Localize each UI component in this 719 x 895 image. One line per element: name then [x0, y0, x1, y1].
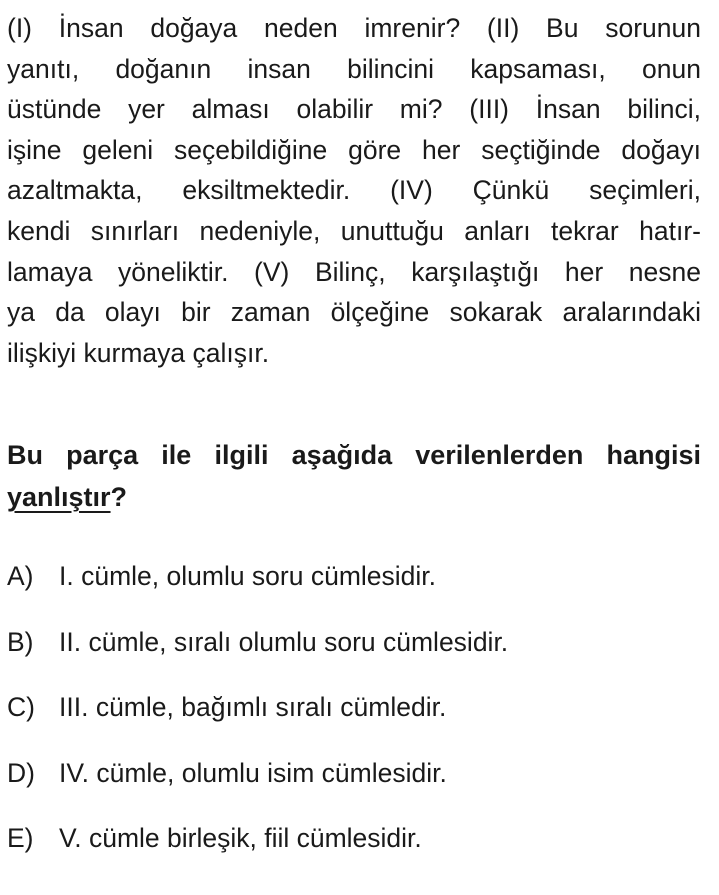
- option-letter: E): [7, 823, 34, 853]
- option-text: II. cümle, sıralı olumlu soru cümlesidir.: [59, 626, 509, 657]
- option-text: IV. cümle, olumlu isim cümlesidir.: [59, 757, 447, 788]
- option-letter: A): [7, 561, 34, 591]
- reading-passage: [7, 8, 701, 373]
- answer-options: [7, 556, 701, 884]
- option-c[interactable]: [7, 687, 701, 727]
- passage-line: yanıtı, doğanın insan bilincini kapsaması, onun: [7, 53, 701, 84]
- option-b[interactable]: [7, 622, 701, 662]
- question-mark: ?: [110, 482, 128, 512]
- option-letter: C): [7, 692, 35, 722]
- question-emphasis: yanlıştır: [7, 482, 111, 512]
- option-text: III. cümle, bağımlı sıralı cümledir.: [59, 692, 447, 722]
- question-line-2: [7, 476, 701, 518]
- passage-line: üstünde yer alması olabilir mi? (III) İnsan bilinci,: [7, 94, 701, 125]
- option-text: V. cümle birleşik, fiil cümlesidir.: [59, 823, 422, 853]
- passage-line: (I) İnsan doğaya neden imrenir? (II) Bu sorunun: [7, 13, 701, 43]
- passage-line: ilişkiyi kurmaya çalışır.: [7, 337, 270, 368]
- option-letter: B): [7, 626, 34, 657]
- passage-line: kendi sınırları nedeniyle, unuttuğu anları tekrar hatır-: [7, 215, 701, 246]
- question-stem: [7, 434, 701, 518]
- option-d[interactable]: [7, 753, 701, 793]
- passage-line: azaltmakta, eksiltmektedir. (IV) Çünkü seçimleri,: [7, 175, 701, 206]
- option-a[interactable]: [7, 556, 701, 596]
- question-line: Bu parça ile ilgili aşağıda verilenlerden hangisi: [7, 440, 701, 470]
- option-text: I. cümle, olumlu soru cümlesidir.: [59, 561, 437, 591]
- passage-line: işine geleni seçebildiğine göre her seçtiğinde doğayı: [7, 134, 701, 165]
- passage-line: ya da olayı bir zaman ölçeğine sokarak aralarındaki: [7, 297, 701, 328]
- passage-line: lamaya yöneliktir. (V) Bilinç, karşılaştığı her nesne: [7, 256, 701, 287]
- option-e[interactable]: [7, 818, 701, 858]
- option-letter: D): [7, 757, 35, 788]
